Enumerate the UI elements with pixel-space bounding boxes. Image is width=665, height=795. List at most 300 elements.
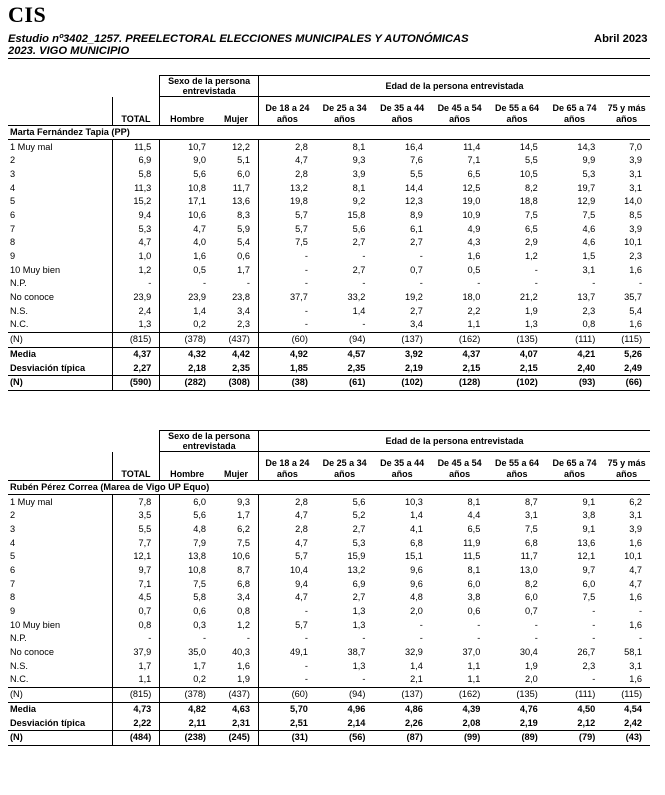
table-cell: 6,0 xyxy=(467,578,481,589)
table-row xyxy=(8,605,650,619)
table-cell: (111) xyxy=(546,687,603,702)
table-cell: (31) xyxy=(258,730,315,745)
table-cell: 6,8 xyxy=(237,578,250,589)
table-row xyxy=(8,673,650,687)
table-cell: - xyxy=(638,278,642,289)
table-cell: 4,0 xyxy=(160,236,214,250)
table-cell: 3,1 xyxy=(629,510,642,521)
n-row-2 xyxy=(8,730,650,745)
table-cell: 13,0 xyxy=(519,564,538,575)
table-cell: 2,15 xyxy=(488,361,545,375)
col-age-6: 75 y más años xyxy=(603,97,650,126)
col-age-6: 75 y más años xyxy=(603,452,650,481)
row-label: N.C. xyxy=(8,318,112,332)
table-cell: 1,1 xyxy=(431,673,488,687)
table-cell: 4,9 xyxy=(467,223,481,234)
desviacion-row xyxy=(8,716,650,730)
table-cell: 3,9 xyxy=(629,223,642,234)
table-cell: - xyxy=(638,606,642,617)
table-cell: 9,6 xyxy=(410,578,423,589)
table-cell: 2,19 xyxy=(488,716,545,730)
table-cell: 6,0 xyxy=(582,578,596,589)
table-cell: 1,3 xyxy=(352,606,366,617)
table-cell: 12,3 xyxy=(404,196,423,207)
table-cell: 2,7 xyxy=(352,237,366,248)
table-cell: 9,0 xyxy=(160,154,214,168)
table-cell: 3,5 xyxy=(112,509,160,523)
table-row xyxy=(8,168,650,182)
table-cell: - xyxy=(419,633,423,644)
table-row xyxy=(8,154,650,168)
table-cell: - xyxy=(258,277,315,291)
table-cell: 13,2 xyxy=(347,564,366,575)
table-cell: 5,6 xyxy=(352,496,366,507)
table-cell: 23,8 xyxy=(232,292,250,303)
table-cell: 23,9 xyxy=(112,291,160,305)
table-cell: 7,9 xyxy=(160,536,214,550)
row-label: 10 Muy bien xyxy=(10,264,61,275)
table-cell: (99) xyxy=(431,730,488,745)
table-cell: 9,1 xyxy=(582,496,596,507)
table-cell: 23,9 xyxy=(160,291,214,305)
table-cell: 9,7 xyxy=(112,564,160,578)
table-cell: 7,5 xyxy=(525,209,538,220)
group-header-row xyxy=(8,76,650,97)
table-cell: 4,50 xyxy=(577,703,596,714)
table-cell: 1,1 xyxy=(431,318,488,332)
table-cell: 9,1 xyxy=(582,523,596,534)
table-cell: (111) xyxy=(546,332,603,347)
table-cell: 12,1 xyxy=(112,550,160,564)
table-cell: 4,5 xyxy=(112,591,160,605)
group-sex-header: Sexo de la persona entrevistada xyxy=(160,76,259,97)
table-cell: (115) xyxy=(603,332,650,347)
table-cell: 17,1 xyxy=(160,195,214,209)
table-cell: 3,1 xyxy=(629,182,642,193)
table-cell: 2,7 xyxy=(352,592,366,603)
table-cell: 5,5 xyxy=(112,523,160,537)
table-cell: 4,63 xyxy=(232,703,250,714)
table-cell: 0,8 xyxy=(112,618,160,632)
table-cell: (102) xyxy=(373,375,430,390)
desviacion-row xyxy=(8,361,650,375)
table-row xyxy=(8,564,650,578)
table-cell: 1,4 xyxy=(410,510,423,521)
table-cell: 5,3 xyxy=(582,168,596,179)
table-cell: 5,5 xyxy=(410,168,423,179)
table-row xyxy=(8,318,650,332)
cis-logo: CIS xyxy=(8,2,47,27)
table-cell: 4,32 xyxy=(160,347,214,361)
results-table-1 xyxy=(8,75,650,391)
study-date: Abril 2023 xyxy=(594,33,648,45)
row-label: 9 xyxy=(10,606,16,617)
row-label: N.S. xyxy=(10,660,28,671)
table-cell: 4,82 xyxy=(160,702,214,716)
table-cell: 2,0 xyxy=(410,606,423,617)
table-cell: 5,3 xyxy=(112,222,160,236)
table-row xyxy=(8,291,650,305)
table-cell: 8,1 xyxy=(352,141,366,152)
table-cell: 2,26 xyxy=(373,716,430,730)
col-age-4: De 55 a 64 años xyxy=(488,97,545,126)
table-cell: 5,2 xyxy=(352,510,366,521)
candidate-name: Rubén Pérez Correa (Marea de Vigo UP Equo) xyxy=(8,480,650,495)
row-label: (N) xyxy=(8,730,112,745)
table-cell: (590) xyxy=(112,375,160,390)
table-cell: 0,7 xyxy=(525,606,538,617)
table-cell: 1,85 xyxy=(258,361,315,375)
table-cell: 2,8 xyxy=(258,140,315,154)
table-cell: - xyxy=(592,619,596,630)
table-row xyxy=(8,495,650,509)
col-age-0: De 18 a 24 años xyxy=(258,452,315,481)
table-cell: 2,27 xyxy=(112,361,160,375)
group-age-header: Edad de la persona entrevistada xyxy=(258,76,650,97)
col-age-0: De 18 a 24 años xyxy=(258,97,315,126)
table-cell: - xyxy=(362,633,366,644)
table-cell: 10,9 xyxy=(462,209,481,220)
table-row xyxy=(8,646,650,660)
table-cell: 2,3 xyxy=(582,660,596,671)
table-cell: 4,7 xyxy=(112,236,160,250)
table-cell: 10,3 xyxy=(404,496,423,507)
table-cell: 4,54 xyxy=(624,703,642,714)
table-cell: 12,2 xyxy=(232,141,250,152)
table-cell: (815) xyxy=(112,332,160,347)
table-cell: 14,0 xyxy=(624,196,642,207)
table-cell: (93) xyxy=(546,375,603,390)
table-cell: 2,3 xyxy=(214,318,258,332)
table-cell: 5,7 xyxy=(258,209,315,223)
table-cell: 3,8 xyxy=(582,510,596,521)
row-label: 8 xyxy=(10,237,16,248)
table-cell: 11,5 xyxy=(463,551,481,562)
table-cell: 1,3 xyxy=(352,619,366,630)
row-label: 2 xyxy=(10,510,16,521)
table-cell: 4,37 xyxy=(112,347,160,361)
row-label: 4 xyxy=(10,537,16,548)
table-row xyxy=(8,591,650,605)
table-cell: 5,6 xyxy=(160,509,214,523)
table-cell: 1,6 xyxy=(237,660,250,671)
table-cell: 0,2 xyxy=(160,673,214,687)
table-cell: (115) xyxy=(603,687,650,702)
table-cell: 6,1 xyxy=(410,223,423,234)
table-cell: (102) xyxy=(488,375,545,390)
table-cell: (60) xyxy=(258,687,315,702)
table-cell: 2,2 xyxy=(467,305,481,316)
table-cell: 8,2 xyxy=(525,578,538,589)
table-cell: (378) xyxy=(160,687,214,702)
table-cell: 11,7 xyxy=(232,182,250,193)
table-cell: 1,2 xyxy=(237,619,250,630)
group-age-header: Edad de la persona entrevistada xyxy=(258,431,650,452)
col-age-4: De 55 a 64 años xyxy=(488,452,545,481)
row-label: Media xyxy=(10,348,37,359)
table-cell: 3,4 xyxy=(237,592,250,603)
table-cell: 12,1 xyxy=(577,551,596,562)
table-cell: 38,7 xyxy=(347,647,366,658)
table-cell: 2,7 xyxy=(352,523,366,534)
table-cell: - xyxy=(246,278,250,289)
table-cell: 1,4 xyxy=(160,304,214,318)
table-cell: 3,8 xyxy=(467,592,481,603)
table-cell: 2,22 xyxy=(112,716,160,730)
table-cell: 11,9 xyxy=(463,537,481,548)
table-cell: - xyxy=(477,278,481,289)
row-label: 6 xyxy=(10,564,16,575)
table-cell: 1,7 xyxy=(112,659,160,673)
table-cell: 6,0 xyxy=(237,168,250,179)
table-cell: 9,4 xyxy=(112,209,160,223)
table-cell: (60) xyxy=(258,332,315,347)
table-cell: 14,5 xyxy=(519,141,538,152)
table-cell: - xyxy=(592,606,596,617)
table-cell: - xyxy=(534,633,538,644)
col-age-1: De 25 a 34 años xyxy=(316,452,373,481)
table-cell: (128) xyxy=(431,375,488,390)
table-cell: (135) xyxy=(488,687,545,702)
row-label: (N) xyxy=(8,375,112,390)
col-total: TOTAL xyxy=(112,452,160,481)
row-label: 3 xyxy=(10,168,16,179)
table-cell: 2,8 xyxy=(258,523,315,537)
col-age-5: De 65 a 74 años xyxy=(546,97,603,126)
table-cell: 13,7 xyxy=(577,292,596,303)
table-cell: 4,1 xyxy=(410,523,423,534)
table-row xyxy=(8,250,650,264)
table-cell: 2,08 xyxy=(431,716,488,730)
row-label: Desviación típica xyxy=(8,361,112,375)
table-cell: 1,6 xyxy=(629,264,642,275)
table-cell: 12,5 xyxy=(462,182,481,193)
table-cell: 4,7 xyxy=(629,578,642,589)
table-cell: 7,1 xyxy=(467,155,481,166)
table-cell: - xyxy=(112,277,160,291)
table-cell: 1,5 xyxy=(582,251,596,262)
table-cell: (815) xyxy=(112,687,160,702)
table-cell: 3,9 xyxy=(352,168,366,179)
table-cell: - xyxy=(592,278,596,289)
table-cell: 35,0 xyxy=(160,646,214,660)
table-cell: 13,6 xyxy=(232,196,250,207)
table-cell: 3,4 xyxy=(373,318,430,332)
table-cell: 2,1 xyxy=(373,673,430,687)
table-cell: 15,9 xyxy=(347,551,366,562)
table-cell: 0,2 xyxy=(160,318,214,332)
table-cell: 6,2 xyxy=(629,496,642,507)
table-cell: 1,2 xyxy=(525,251,538,262)
row-label: N.P. xyxy=(10,633,27,644)
n-row-2 xyxy=(8,375,650,390)
table-cell: 13,8 xyxy=(160,550,214,564)
table-cell: 0,3 xyxy=(160,618,214,632)
table-cell: 10,1 xyxy=(624,551,642,562)
table-cell: 3,9 xyxy=(629,523,642,534)
table-cell: - xyxy=(258,632,315,646)
table-cell: 6,9 xyxy=(112,154,160,168)
table-cell: 4,4 xyxy=(467,510,481,521)
table-cell: 8,5 xyxy=(629,209,642,220)
table-cell: 2,51 xyxy=(258,716,315,730)
table-cell: 9,4 xyxy=(258,577,315,591)
table-cell: 11,5 xyxy=(112,140,160,154)
table-cell: 5,7 xyxy=(258,618,315,632)
n-row xyxy=(8,332,650,347)
results-table-2 xyxy=(8,430,650,746)
candidate-row xyxy=(8,480,650,495)
table-cell: - xyxy=(258,605,315,619)
table-row xyxy=(8,222,650,236)
column-header-row xyxy=(8,97,650,126)
table-cell: 10,6 xyxy=(232,551,250,562)
table-cell: 1,6 xyxy=(467,251,481,262)
row-label: N.S. xyxy=(10,305,28,316)
study-title-line2: 2023. VIGO MUNICIPIO xyxy=(8,45,130,57)
table-cell: 4,3 xyxy=(467,237,481,248)
table-cell: 0,6 xyxy=(467,606,481,617)
table-cell: (378) xyxy=(160,332,214,347)
table-cell: 4,86 xyxy=(404,703,423,714)
row-label: 3 xyxy=(10,523,16,534)
table-cell: (56) xyxy=(316,730,373,745)
table-row xyxy=(8,509,650,523)
table-cell: 2,3 xyxy=(582,305,596,316)
table-cell: (79) xyxy=(546,730,603,745)
table-cell: - xyxy=(362,278,366,289)
header-divider xyxy=(8,58,650,59)
col-hombre: Hombre xyxy=(160,452,214,481)
table-cell: 7,5 xyxy=(237,537,250,548)
table-cell: (245) xyxy=(214,730,258,745)
table-cell: 8,1 xyxy=(467,496,481,507)
table-cell: 4,7 xyxy=(258,591,315,605)
table-cell: 2,7 xyxy=(410,237,423,248)
table-cell: (162) xyxy=(431,332,488,347)
table-cell: 11,7 xyxy=(520,551,538,562)
table-cell: 4,6 xyxy=(582,237,596,248)
table-cell: (89) xyxy=(488,730,545,745)
table-cell: - xyxy=(160,277,214,291)
study-title-line1: Estudio nº3402_1257. PREELECTORAL ELECCIONES MUNICIPALES Y AUTONÓMICAS xyxy=(8,33,469,45)
table-cell: 37,0 xyxy=(462,647,481,658)
candidate-row xyxy=(8,125,650,140)
row-label: 10 Muy bien xyxy=(10,619,61,630)
table-cell: 37,9 xyxy=(112,646,160,660)
table-cell: - xyxy=(316,318,373,332)
table-row xyxy=(8,618,650,632)
table-cell: 0,8 xyxy=(546,318,603,332)
table-cell: 5,8 xyxy=(112,168,160,182)
table-cell: 3,1 xyxy=(629,660,642,671)
table-cell: 6,0 xyxy=(160,495,214,509)
table-cell: 1,6 xyxy=(603,673,650,687)
table-cell: 1,7 xyxy=(237,510,250,521)
table-cell: 2,35 xyxy=(214,361,258,375)
table-cell: 1,6 xyxy=(629,619,642,630)
table-cell: 2,18 xyxy=(160,361,214,375)
table-cell: 2,42 xyxy=(603,716,650,730)
col-age-5: De 65 a 74 años xyxy=(546,452,603,481)
col-age-1: De 25 a 34 años xyxy=(316,97,373,126)
table-cell: (282) xyxy=(160,375,214,390)
table-cell: 6,9 xyxy=(352,578,366,589)
table-cell: 3,92 xyxy=(404,348,423,359)
table-cell: 1,9 xyxy=(214,673,258,687)
candidate-name: Marta Fernández Tapia (PP) xyxy=(8,125,650,140)
table-cell: 26,7 xyxy=(577,647,596,658)
table-cell: - xyxy=(477,619,481,630)
table-cell: 12,9 xyxy=(577,196,596,207)
table-cell: 6,2 xyxy=(237,523,250,534)
table-cell: 13,2 xyxy=(258,181,315,195)
table-cell: 7,5 xyxy=(582,209,596,220)
table-cell: 8,2 xyxy=(525,182,538,193)
table-cell: 5,6 xyxy=(352,223,366,234)
table-cell: 15,2 xyxy=(112,195,160,209)
col-mujer: Mujer xyxy=(214,452,258,481)
row-label: (N) xyxy=(8,687,112,702)
table-cell: 2,35 xyxy=(316,361,373,375)
table-row xyxy=(8,632,650,646)
media-row xyxy=(8,702,650,716)
table-cell: 0,7 xyxy=(410,264,423,275)
col-age-3: De 45 a 54 años xyxy=(431,97,488,126)
table-cell: 1,4 xyxy=(352,305,366,316)
table-cell: 58,1 xyxy=(624,647,642,658)
table-cell: 4,73 xyxy=(112,702,160,716)
table-cell: 2,11 xyxy=(160,716,214,730)
table-cell: 7,5 xyxy=(525,523,538,534)
table-cell: 33,2 xyxy=(347,292,366,303)
table-cell: 5,70 xyxy=(258,702,315,716)
row-label: N.C. xyxy=(8,673,112,687)
row-label: 7 xyxy=(10,578,16,589)
table-cell: 2,14 xyxy=(316,716,373,730)
col-hombre: Hombre xyxy=(160,97,214,126)
table-cell: 4,8 xyxy=(160,523,214,537)
table-cell: 5,4 xyxy=(237,237,250,248)
table-cell: 7,5 xyxy=(258,236,315,250)
col-age-2: De 35 a 44 años xyxy=(373,452,430,481)
table-cell: 8,3 xyxy=(237,209,250,220)
table-cell: 6,5 xyxy=(467,168,481,179)
table-row xyxy=(8,140,650,154)
table-cell: - xyxy=(638,633,642,644)
table-cell: 6,5 xyxy=(467,523,481,534)
table-cell: 9,9 xyxy=(582,155,596,166)
table-cell: - xyxy=(534,619,538,630)
table-cell: - xyxy=(112,632,160,646)
row-label: 9 xyxy=(10,251,16,262)
table-cell: - xyxy=(546,673,603,687)
table-cell: 7,7 xyxy=(112,536,160,550)
table-cell: (238) xyxy=(160,730,214,745)
table-cell: 4,42 xyxy=(232,348,250,359)
col-mujer: Mujer xyxy=(214,97,258,126)
table-cell: - xyxy=(534,278,538,289)
table-cell: 6,0 xyxy=(525,592,538,603)
table-cell: 1,6 xyxy=(603,318,650,332)
table-cell: - xyxy=(258,673,315,687)
table-cell: 0,6 xyxy=(237,251,250,262)
table-cell: 2,40 xyxy=(546,361,603,375)
table-cell: - xyxy=(419,251,423,262)
table-cell: 4,6 xyxy=(582,223,596,234)
table-cell: 10,6 xyxy=(160,209,214,223)
table-cell: 5,9 xyxy=(237,223,250,234)
